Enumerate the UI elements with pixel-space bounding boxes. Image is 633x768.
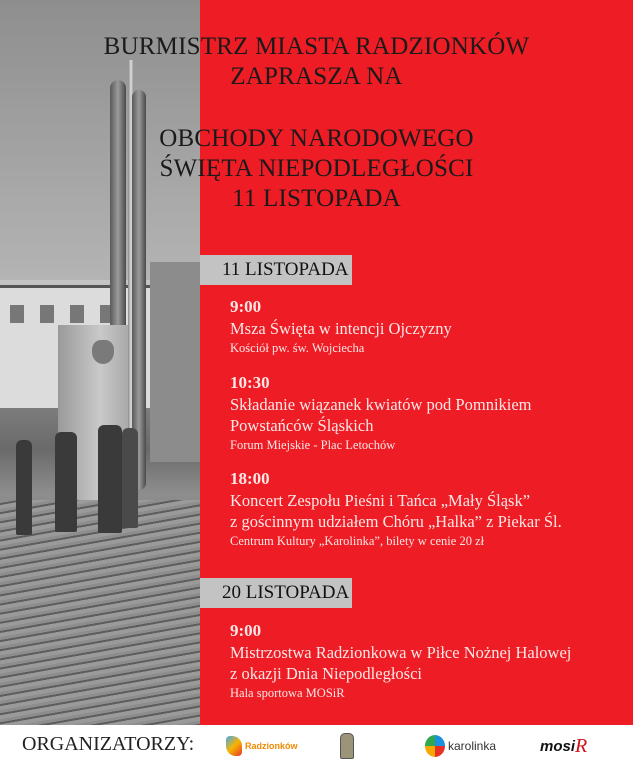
header-line: 11 LISTOPADA bbox=[232, 185, 401, 212]
event-item bbox=[230, 620, 571, 702]
butterfly-logo-icon bbox=[226, 736, 242, 756]
eagle-emblem-icon bbox=[92, 340, 114, 364]
event-item bbox=[230, 296, 452, 357]
karolinka-logo-icon bbox=[425, 735, 445, 757]
event-time: 9:00 bbox=[230, 297, 262, 316]
event-item bbox=[230, 468, 562, 550]
karolinka-logo: karolinka bbox=[425, 733, 496, 759]
mosir-logo: mosi R bbox=[540, 734, 588, 757]
event-title: Koncert Zespołu Pieśni i Tańca „Mały Śląsk” bbox=[230, 491, 531, 510]
event-title: z gościnnym udziałem Chóru „Halka” z Piekar Śl. bbox=[230, 512, 562, 531]
event-time: 10:30 bbox=[230, 373, 270, 392]
poster-header bbox=[0, 32, 633, 214]
event-title: z okazji Dnia Niepodległości bbox=[230, 664, 422, 683]
event-item bbox=[230, 372, 532, 454]
header-line: ZAPRASZA NA bbox=[230, 63, 403, 90]
organizers-label: ORGANIZATORZY: bbox=[22, 733, 195, 755]
header-line: BURMISTRZ MIASTA RADZIONKÓW bbox=[103, 33, 530, 60]
event-place: Forum Miejskie - Plac Letochów bbox=[230, 438, 396, 452]
event-time: 9:00 bbox=[230, 621, 262, 640]
radzionkow-logo: Radzionków bbox=[226, 733, 298, 759]
crest-logo bbox=[340, 733, 354, 759]
header-line: ŚWIĘTA NIEPODLEGŁOŚCI bbox=[159, 155, 474, 182]
event-place: Hala sportowa MOSiR bbox=[230, 686, 345, 700]
day-badge: 20 LISTOPADA bbox=[200, 578, 352, 608]
organizers-footer bbox=[0, 725, 633, 768]
event-place: Kościół pw. św. Wojciecha bbox=[230, 341, 365, 355]
event-place: Centrum Kultury „Karolinka”, bilety w cenie 20 zł bbox=[230, 534, 485, 548]
crest-logo-icon bbox=[340, 733, 354, 759]
event-title: Składanie wiązanek kwiatów pod Pomnikiem bbox=[230, 395, 532, 414]
event-title: Powstańców Śląskich bbox=[230, 416, 374, 435]
event-title: Mistrzostwa Radzionkowa w Piłce Nożnej Halowej bbox=[230, 643, 572, 662]
event-time: 18:00 bbox=[230, 469, 270, 488]
header-line: OBCHODY NARODOWEGO bbox=[159, 125, 474, 152]
event-title: Msza Święta w intencji Ojczyzny bbox=[230, 319, 452, 338]
day-badge: 11 LISTOPADA bbox=[200, 255, 352, 285]
